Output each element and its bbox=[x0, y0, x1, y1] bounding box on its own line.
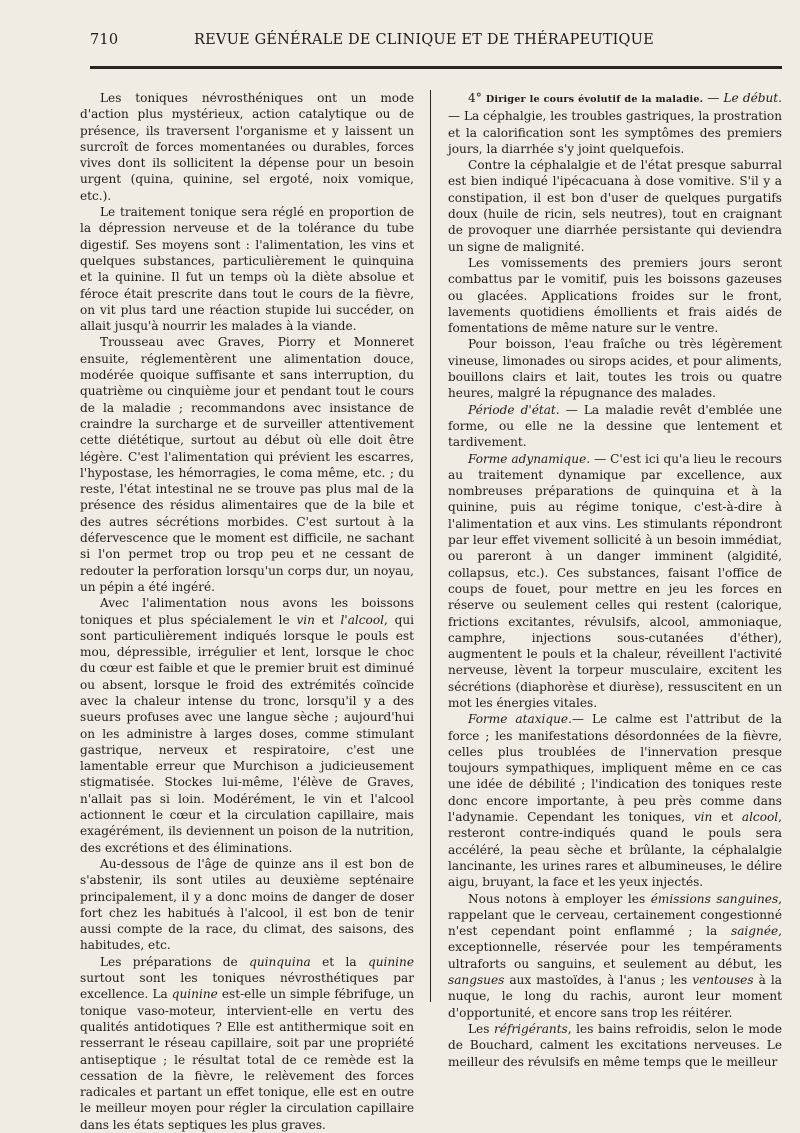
paragraph: Nous notons à employer les émissions sanguines, rappelant que le cerveau, certainement congestionné n'est cependant point enflammé ; la saignée, exceptionnelle, réservée pour les tempéraments ultraforts ou sanguins, et seulement au début, les sangsues aux mastoïdes, à l'anus ; les ventouses à la nuque, le long du rachis, auront leur moment d'opportunité, et encore sans trop les réitérer. bbox=[448, 891, 783, 1020]
subsection-label: Forme ataxique. bbox=[468, 712, 572, 727]
paragraph: Trousseau avec Graves, Piorry et Monneret ensuite, réglementèrent une alimentation douce, modérée quoique suffisante et sans interruption, du quatrième ou cinquième jour et pendant tout le cours de la maladie ; recommandons avec insistance de craindre la surcharge et de surveiller attentivement cette diététique, surtout au début où elle doit être légère. C'est l'alimentation qui prévient les escarres, l'hypostase, les hémorragies, le coma même, etc. ; du reste, l'état intestinal ne se trouve pas plus mal de la présence des résidus alimentaires que de la bile et des autres sécrétions morbides. C'est surtout à la défervescence que le moment est difficile, ne sachant si l'on permet trop ou trop peu et ne cessant de redouter la perforation lorsqu'un corps dur, un noyau, un pépin a été ingéré. bbox=[80, 335, 414, 594]
subsection-label: Forme adynamique. bbox=[468, 451, 591, 466]
paragraph: Avec l'alimentation nous avons les boissons toniques et plus spécialement le vin et l'alcool, qui sont particulièrement indiqués lorsque le pouls est mou, dépressible, irrégulier et lent, lorsque le choc du cœur est faible et que le premier bruit est diminué ou absent, lorsque le froid des extrémités coïncide avec la chaleur intense du tronc, lorsqu'il y a des sueurs profuses avec une langue sèche ; aujourd'hui on les administre à larges doses, comme stimulant gastrique, nerveux et respiratoire, c'est une lamentable erreur que Murchison a judicieusement stigmatisée. Stockes lui-même, l'élève de Graves, n'allait pas si loin. Modérément, le vin et l'alcool actionnent le cœur et la circulation capillaire, mais exagérément, ils deviennent un poison de la nutrition, des excrétions et des éliminations. bbox=[80, 596, 414, 855]
section-heading-paragraph: 4° Diriger le cours évolutif de la maladie. — Le début. — La céphalgie, les troubles gastriques, la prostration et la calorification sont les symptômes des premiers jours, la diarrhée s'y joint quelquefois. bbox=[448, 91, 782, 156]
paragraph: Pour boisson, l'eau fraîche ou très légèrement vineuse, limonades ou sirops acides, et pour aliments, bouillons clairs et lait, toutes les trois ou quatre heures, malgré la répugnance des malades. bbox=[448, 337, 782, 401]
subsection-label: Période d'état. bbox=[468, 402, 560, 417]
paragraph: Forme adynamique. — C'est ici qu'a lieu le recours au traitement dynamique par excellence, aux nombreuses préparations de quinquina et à la quinine, puis au régime tonique, c'est-à-dire à l'alimentation et aux vins. Les stimulants répondront par leur effet vivement sollicité à un besoin immédiat, ou pareront à un danger imminent (algidité, collapsus, etc.). Ces substances, faisant l'office de coups de fouet, pour mettre en jeu les forces en réserve ou seulement celles qui restent (calorique, frictions excitantes, révulsifs, alcool, ammoniaque, camphre, injections sous-cutanées d'éther), augmentent le pouls et la chaleur, réveillent l'activité nerveuse, lèvent la torpeur musculaire, excitent les sécrétions (diaphorèse et diurèse), ressuscitent en un mot les énergies vitales. bbox=[448, 451, 782, 710]
right-column bbox=[448, 90, 782, 1070]
paragraph: Forme ataxique.— Le calme est l'attribut de la force ; les manifestations désordonnées de la fièvre, celles plus troublées de l'innervation presque toujours sympathiques, impliquent même en ce cas une idée de débilité ; l'indication des toniques reste donc encore importante, à peu près comme dans l'adynamie. Cependant les toniques, vin et alcool, resteront contre-indiqués quand le pouls sera accéléré, la peau sèche et brûlante, la céphalalgie lancinante, les urines rares et albumineuses, le délire aigu, bruyant, la face et les yeux injectés. bbox=[448, 712, 783, 890]
section-heading: Diriger le cours évolutif de la maladie. bbox=[485, 94, 704, 105]
header-rule bbox=[90, 66, 782, 69]
running-title: REVUE GÉNÉRALE DE CLINIQUE ET DE THÉRAPEUTIQUE bbox=[194, 32, 654, 48]
paragraph: Les vomissements des premiers jours seront combattus par le vomitif, puis les boissons gazeuses ou glacées. Applications froides sur le front, lavements quotidiens émollients et frais aidés de fomentations de même nature sur le ventre. bbox=[448, 255, 782, 336]
paragraph: Les toniques névrosthéniques ont un mode d'action plus mystérieux, action catalytique ou de présence, ils traversent l'organisme et y laissent un surcroît de forces momentanées ou durables, forces vives dont ils sollicitent la dépense pour un besoin urgent (quina, quinine, sel ergoté, noix vomique, etc.). bbox=[80, 91, 414, 203]
paragraph: Les préparations de quinquina et la quinine surtout sont les toniques névrosthétiques par excellence. La quinine est-elle un simple fébrifuge, un tonique vaso-moteur, intervient-elle en vertu des qualités antidotiques ? Elle est antithermique soit en resserrant le réseau capillaire, soit par une propriété antiseptique ; le résultat total de ce remède est la cessation de la fièvre, le relèvement des forces radicales et partant un effet tonique, elle est en outre le meilleur moyen pour régler la circulation capillaire dans les états septiques les plus graves. bbox=[80, 954, 415, 1132]
page-number: 710 bbox=[90, 32, 119, 48]
running-header bbox=[90, 32, 770, 56]
paragraph: Au-dessous de l'âge de quinze ans il est bon de s'abstenir, ils sont utiles au deuxième septénaire principalement, il y a donc moins de danger de doser fort chez les habitués à l'alcool, il est bon de tenir aussi compte de la race, du climat, des saisons, des habitudes, etc. bbox=[80, 856, 414, 953]
column-separator bbox=[430, 90, 431, 1002]
left-column bbox=[80, 90, 414, 1133]
paragraph: Contre la céphalalgie et de l'état presque saburral est bien indiqué l'ipécacuana à dose vomitive. S'il y a constipation, il est bon d'user de quelques purgatifs doux (huile de ricin, sels neutres), tout en craignant de provoquer une diarrhée persistante qui deviendra un signe de malignité. bbox=[448, 158, 782, 254]
paragraph: Période d'état. — La maladie revêt d'emblée une forme, ou elle ne la dessine que lentement et tardivement. bbox=[448, 402, 782, 450]
paragraph: Les réfrigérants, les bains refroidis, selon le mode de Bouchard, calment les excitations nerveuses. Le meilleur des révulsifs en même temps que le meilleur bbox=[448, 1021, 782, 1069]
paragraph: Le traitement tonique sera réglé en proportion de la dépression nerveuse et de la tolérance du tube digestif. Ses moyens sont : l'alimentation, les vins et quelques substances, particulièrement le quinquina et la quinine. Il fut un temps où la diète absolue et féroce était prescrite dans tout le cours de la fièvre, on vit plus tard une réaction stupide lui succéder, on allait jusqu'à nourrir les malades à la viande. bbox=[80, 205, 414, 334]
